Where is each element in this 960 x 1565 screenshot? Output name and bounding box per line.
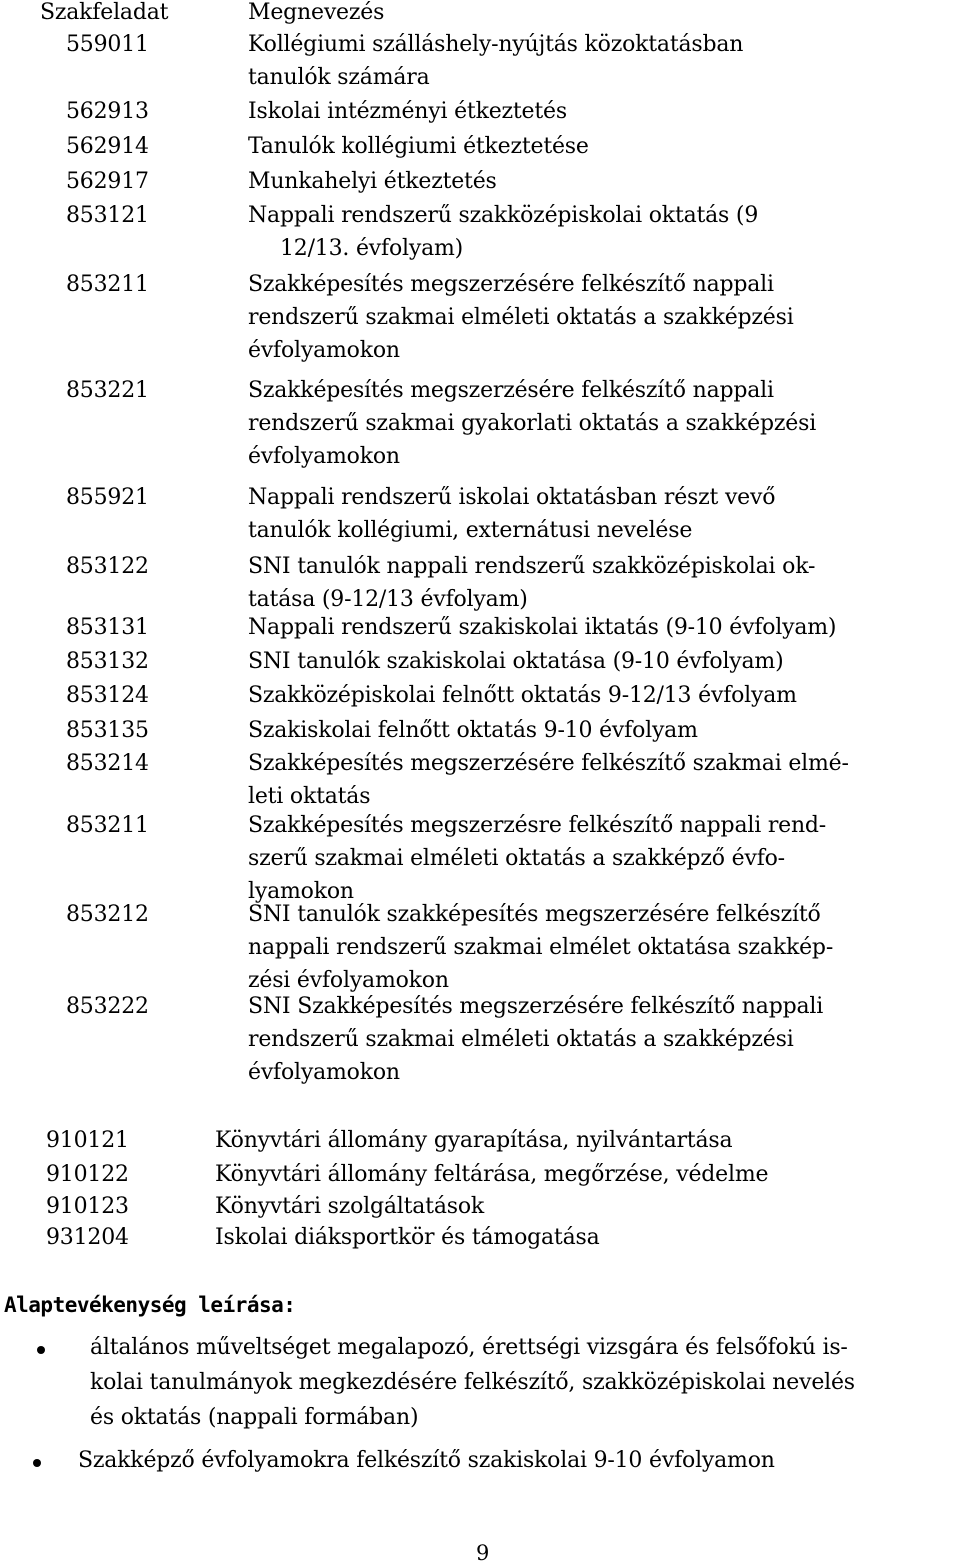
table1-row-name-line: Szakképesítés megszerzésére felkészítő szakmai elmé- xyxy=(248,751,849,776)
table2-row-name: Könyvtári állomány gyarapítása, nyilvántartása xyxy=(215,1128,733,1153)
table1-row-code: 562917 xyxy=(66,169,149,194)
table1-row-name-line: évfolyamokon xyxy=(248,1060,400,1085)
table1-row-code: 853211 xyxy=(66,813,149,838)
table2-row-name: Könyvtári szolgáltatások xyxy=(215,1194,484,1219)
table1-row-name-line: SNI tanulók szakiskolai oktatása (9-10 évfolyam) xyxy=(248,649,784,674)
table1-row-name-line: szerű szakmai elméleti oktatás a szakképző évfo- xyxy=(248,846,785,871)
table1-row-name-line: tanulók számára xyxy=(248,65,430,90)
bullet-text-line: kolai tanulmányok megkezdésére felkészítő, szakközépiskolai nevelés xyxy=(90,1370,855,1395)
table1-row-name-line: Szakközépiskolai felnőtt oktatás 9-12/13 évfolyam xyxy=(248,683,797,708)
table1-row-code: 562914 xyxy=(66,134,149,159)
table1-row-name-line: SNI tanulók nappali rendszerű szakközépiskolai ok- xyxy=(248,554,816,579)
table1-header-code: Szakfeladat xyxy=(40,0,169,25)
table1-row-code: 855921 xyxy=(66,485,149,510)
table2-row-code: 910123 xyxy=(46,1194,129,1219)
table1-row-name-line: Szakképesítés megszerzésére felkészítő nappali xyxy=(248,378,774,403)
table1-row-name-line: évfolyamokon xyxy=(248,444,400,469)
table1-row-name-line: SNI tanulók szakképesítés megszerzésére felkészítő xyxy=(248,902,821,927)
table2-row-code: 910122 xyxy=(46,1162,129,1187)
bullet-icon xyxy=(37,1346,45,1354)
table1-row-code: 559011 xyxy=(66,32,149,57)
section-heading: Alaptevékenység leírása: xyxy=(4,1293,296,1317)
table1-row-name-line: Nappali rendszerű szakiskolai iktatás (9-10 évfolyam) xyxy=(248,615,837,640)
table1-row-name-line: lyamokon xyxy=(248,879,354,904)
table1-row-name-line: Tanulók kollégiumi étkeztetése xyxy=(248,134,589,159)
table1-row-name-line: 12/13. évfolyam) xyxy=(280,236,464,261)
table1-row-name-line: rendszerű szakmai elméleti oktatás a szakképzési xyxy=(248,1027,794,1052)
table1-row-name-line: Szakiskolai felnőtt oktatás 9-10 évfolyam xyxy=(248,718,698,743)
bullet-text-line: általános műveltséget megalapozó, érettségi vizsgára és felsőfokú is- xyxy=(90,1335,848,1360)
bullet-icon xyxy=(33,1459,41,1467)
table1-row-name-line: SNI Szakképesítés megszerzésére felkészítő nappali xyxy=(248,994,824,1019)
table1-row-name-line: rendszerű szakmai elméleti oktatás a szakképzési xyxy=(248,305,794,330)
table1-row-code: 853132 xyxy=(66,649,149,674)
table1-row-name-line: Nappali rendszerű szakközépiskolai oktatás (9 xyxy=(248,203,759,228)
table1-row-code: 562913 xyxy=(66,99,149,124)
page-number: 9 xyxy=(476,1541,490,1565)
bullet-text-line: Szakképző évfolyamokra felkészítő szakiskolai 9-10 évfolyamon xyxy=(78,1448,775,1473)
table1-row-code: 853212 xyxy=(66,902,149,927)
table1-row-code: 853121 xyxy=(66,203,149,228)
table1-header-name: Megnevezés xyxy=(248,0,385,25)
table1-row-name-line: Szakképesítés megszerzésére felkészítő nappali xyxy=(248,272,774,297)
table2-row-code: 910121 xyxy=(46,1128,129,1153)
table1-row-name-line: Nappali rendszerű iskolai oktatásban részt vevő xyxy=(248,485,776,510)
table1-row-code: 853124 xyxy=(66,683,149,708)
table1-row-code: 853122 xyxy=(66,554,149,579)
table1-row-name-line: tatása (9-12/13 évfolyam) xyxy=(248,587,528,612)
table1-row-name-line: Munkahelyi étkeztetés xyxy=(248,169,497,194)
table1-row-name-line: nappali rendszerű szakmai elmélet oktatása szakkép- xyxy=(248,935,834,960)
table1-row-name-line: Iskolai intézményi étkeztetés xyxy=(248,99,567,124)
table1-row-name-line: rendszerű szakmai gyakorlati oktatás a szakképzési xyxy=(248,411,817,436)
table1-row-name-line: Kollégiumi szálláshely-nyújtás közoktatásban xyxy=(248,32,744,57)
table1-row-name-line: tanulók kollégiumi, externátusi nevelése xyxy=(248,518,693,543)
table1-row-code: 853222 xyxy=(66,994,149,1019)
table1-row-code: 853131 xyxy=(66,615,149,640)
table1-row-code: 853214 xyxy=(66,751,149,776)
table1-row-code: 853135 xyxy=(66,718,149,743)
table2-row-name: Könyvtári állomány feltárása, megőrzése, védelme xyxy=(215,1162,769,1187)
table2-row-code: 931204 xyxy=(46,1225,129,1250)
table1-row-name-line: zési évfolyamokon xyxy=(248,968,449,993)
table1-row-code: 853221 xyxy=(66,378,149,403)
table1-row-code: 853211 xyxy=(66,272,149,297)
table1-row-name-line: Szakképesítés megszerzésre felkészítő nappali rend- xyxy=(248,813,827,838)
table1-row-name-line: évfolyamokon xyxy=(248,338,400,363)
table1-row-name-line: leti oktatás xyxy=(248,784,371,809)
bullet-text-line: és oktatás (nappali formában) xyxy=(90,1405,419,1430)
table2-row-name: Iskolai diáksportkör és támogatása xyxy=(215,1225,600,1250)
